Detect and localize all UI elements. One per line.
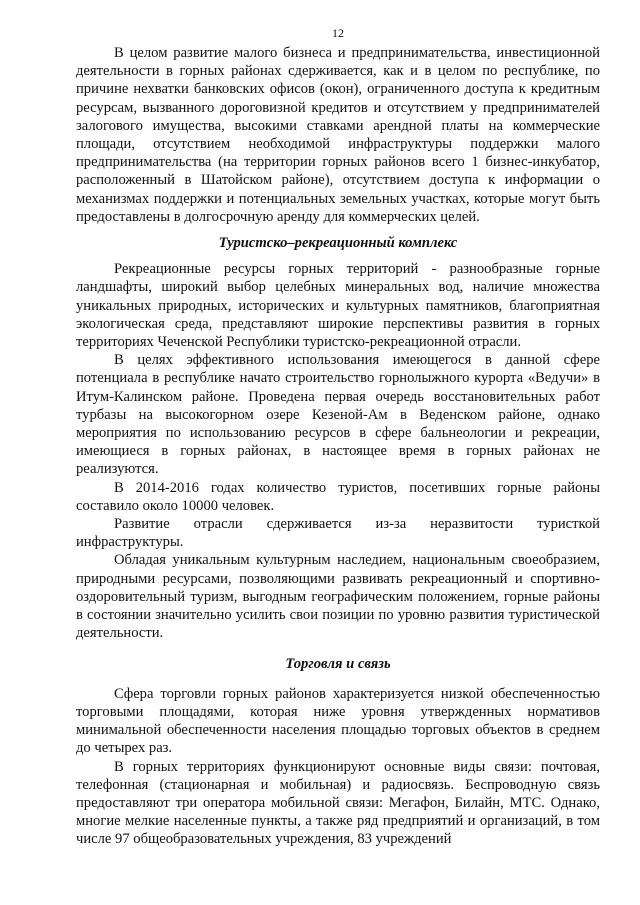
paragraph-potential: Обладая уникальным культурным наследием, национальным своеобразием, природными ресурсами, позволяющими развивать рекреационный и спортивно-оздоровительный туризм, выгодным географическим положением, горные районы в состоянии значительно усилить свои позиции по уровню развития туристической деятельности. — [76, 552, 600, 642]
paragraph-small-business: В целом развитие малого бизнеса и предпринимательства, инвестиционной деятельности в горных районах сдерживается, как и в целом по республике, по причине нехватки банковских офисов (окон), ограниченного доступа к кредитным ресурсам, вызванного дороговизной кредитов и отсутствием у предпринимателей залогового имущества, высокими ставками арендной платы на коммерческие площади, отсутствием необходимой инфраструктуры поддержки малого предпринимательства (на территории горных районов всего 1 бизнес-инкубатор, расположенный в Шатойском районе), отсутствием доступа к информации о механизмах поддержки и потенциальных земельных участках, которые могут быть предоставлены в долгосрочную аренду для коммерческих целей. — [76, 45, 600, 225]
paragraph-trade: Сфера торговли горных районов характеризуется низкой обеспеченностью торговыми площадями, которая ниже уровня утвержденных нормативов минимальной обеспеченности населения площадью торговых объектов в среднем до четырех раз. — [76, 685, 600, 757]
section-heading-tourism: Туристско–рекреационный комплекс — [218, 235, 458, 252]
section-heading-trade: Торговля и связь — [285, 655, 391, 672]
paragraph-ski-resort: В целях эффективного использования имеющегося в данной сфере потенциала в республике начато строительство горнолыжного курорта «Ведучи» в Итум-Калинском районе. Проведена первая очередь восстановительных работ турбазы на высокогорном озере Кезеной-Ам в Веденском районе, однако мероприятия по использованию ресурсов в сфере бальнеологии и рекреации, имеющиеся в горных районах, в настоящее время в горных районах не реализуются. — [76, 352, 600, 478]
paragraph-tourist-count: В 2014-2016 годах количество туристов, посетивших горные районы составило около 10000 человек. — [76, 479, 600, 514]
document-body — [76, 44, 600, 849]
page-number: 12 — [332, 26, 344, 40]
paragraph-communications: В горных территориях функционируют основные виды связи: почтовая, телефонная (стационарная и мобильная) и радиосвязь. Беспроводную связь предоставляют три оператора мобильной связи: Мегафон, Билайн, МТС. Однако, многие мелкие населенные пункты, а также ряд предприятий и организаций, в том числе 97 общеобразовательных учреждения, 83 учреждений — [76, 758, 600, 848]
paragraph-infrastructure: Развитие отрасли сдерживается из-за неразвитости туристкой инфраструктуры. — [76, 516, 600, 551]
paragraph-recreational-resources: Рекреационные ресурсы горных территорий - разнообразные горные ландшафты, широкий выбор целебных минеральных вод, наличие множества уникальных природных, исторических и культурных памятников, благоприятная экологическая среда, представляют широкие перспективы развития в горных территориях Чеченской Республики туристско-рекреационной отрасли. — [76, 261, 600, 351]
